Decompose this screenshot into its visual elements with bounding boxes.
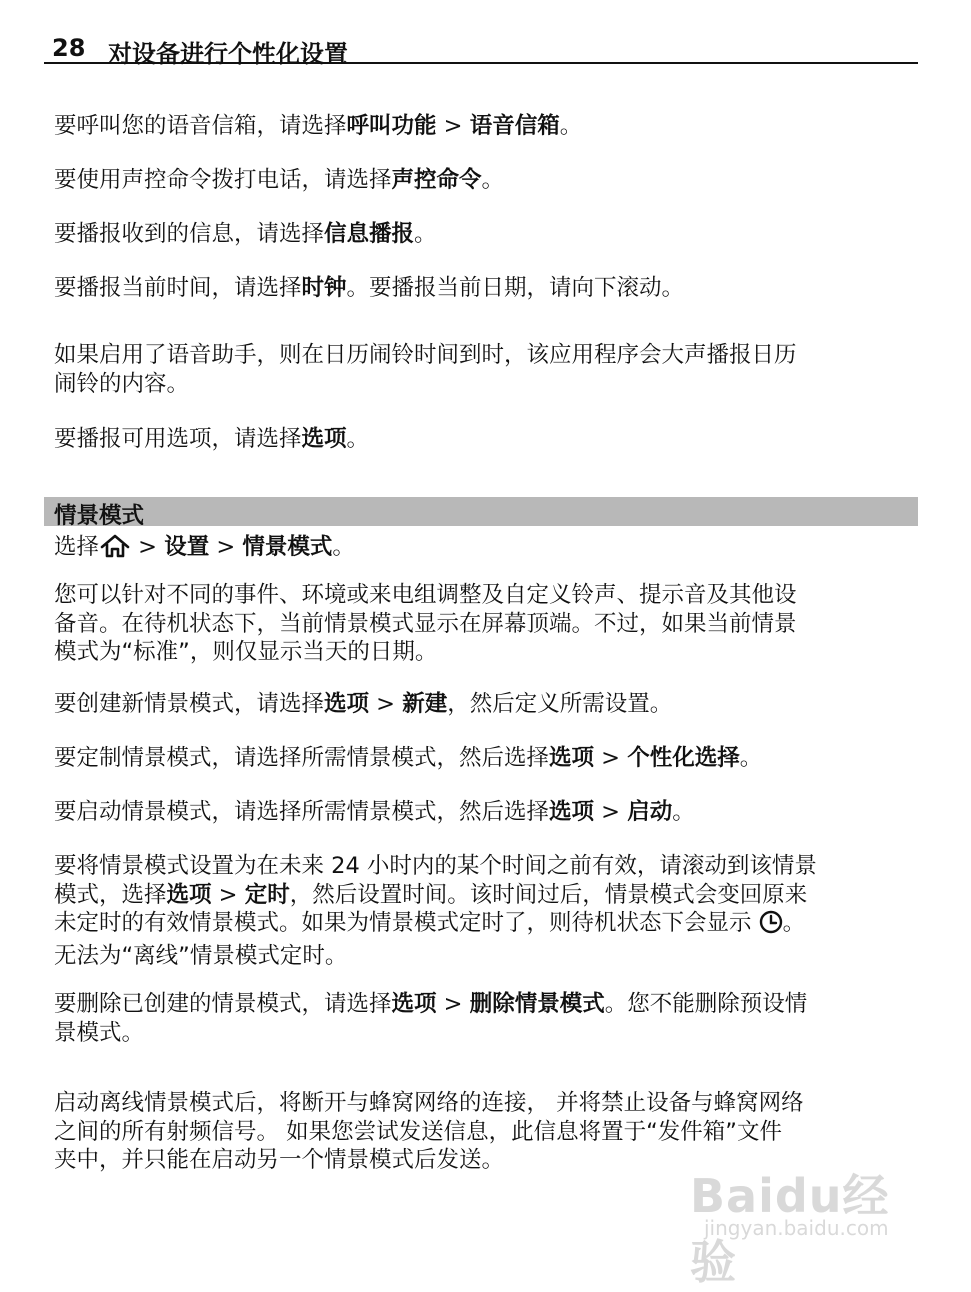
text-run: 要播报当前时间，请选择 bbox=[54, 275, 302, 301]
text-line bbox=[54, 990, 914, 1019]
text-run: 。 bbox=[346, 426, 370, 452]
paragraph bbox=[54, 744, 914, 773]
text-run: 。您不能删除预设情 bbox=[604, 991, 808, 1017]
nav-item-settings: 设置 bbox=[164, 534, 210, 560]
nav-suffix: 。 bbox=[332, 534, 355, 560]
paragraph bbox=[54, 990, 914, 1047]
text-line bbox=[54, 881, 914, 910]
section-title: 情景模式 bbox=[54, 503, 145, 529]
text-run: 要启动情景模式，请选择所需情景模式，然后选择 bbox=[54, 799, 550, 825]
text-line bbox=[54, 274, 914, 303]
nav-prefix: 选择 bbox=[54, 534, 100, 560]
bold-term: 信息播报 bbox=[324, 221, 415, 247]
text-run: 要播报收到的信息，请选择 bbox=[54, 221, 325, 247]
bold-term: 选项 bbox=[549, 799, 595, 825]
text-run: > bbox=[436, 991, 470, 1017]
text-run: 。 bbox=[782, 910, 806, 936]
paragraph bbox=[54, 425, 914, 454]
paragraph bbox=[54, 581, 914, 667]
bold-term: 时钟 bbox=[301, 275, 347, 301]
text-line bbox=[54, 425, 914, 454]
paragraph bbox=[54, 112, 914, 141]
text-line bbox=[54, 610, 914, 639]
text-line bbox=[54, 220, 914, 249]
text-run: ，然后定义所需设置。 bbox=[447, 691, 673, 717]
text-line bbox=[54, 581, 914, 610]
text-line bbox=[54, 1019, 914, 1048]
nav-path bbox=[54, 533, 914, 566]
text-run: 。 bbox=[481, 167, 505, 193]
text-run: 。 bbox=[672, 799, 695, 825]
page-header bbox=[44, 30, 918, 68]
bold-term: 个性化选择 bbox=[627, 745, 740, 771]
paragraph bbox=[54, 690, 914, 719]
text-run: 。要播报当前日期，请向下滚动。 bbox=[346, 275, 685, 301]
text-run: > bbox=[594, 799, 628, 825]
text-run: 要删除已创建的情景模式，请选择 bbox=[54, 991, 392, 1017]
text-line bbox=[54, 942, 914, 971]
text-run: 要将情景模式设置为在未来 24 小时内的某个时间之前有效，请滚动到该情景 bbox=[54, 853, 817, 879]
text-run: 。 bbox=[414, 221, 437, 247]
clock-icon bbox=[759, 910, 783, 942]
text-run: 要呼叫您的语音信箱，请选择 bbox=[54, 113, 347, 139]
bold-term: 删除情景模式 bbox=[469, 991, 605, 1017]
text-run: 要使用声控命令拨打电话，请选择 bbox=[54, 167, 392, 193]
bold-term: 选项 bbox=[549, 745, 595, 771]
text-run: 。 bbox=[739, 745, 763, 771]
text-run: 要定制情景模式，请选择所需情景模式，然后选择 bbox=[54, 745, 550, 771]
text-line bbox=[54, 370, 914, 399]
bold-term: 声控命令 bbox=[391, 167, 482, 193]
bold-term: 呼叫功能 bbox=[346, 113, 437, 139]
text-run: 之间的所有射频信号。 如果您尝试发送信息，此信息将置于“发件箱”文件 bbox=[54, 1118, 782, 1145]
baidu-watermark bbox=[690, 1160, 930, 1289]
paragraph bbox=[54, 220, 914, 249]
text-run: > bbox=[594, 745, 628, 771]
text-run: 要播报可用选项，请选择 bbox=[54, 426, 302, 452]
text-run: 景模式。 bbox=[54, 1019, 145, 1046]
text-line bbox=[54, 1118, 914, 1147]
text-run: 无法为“离线”情景模式定时。 bbox=[54, 942, 348, 969]
text-run: 闹铃的内容。 bbox=[54, 370, 190, 397]
text-line bbox=[54, 1089, 914, 1118]
text-run: > bbox=[369, 691, 403, 717]
text-line bbox=[54, 744, 914, 773]
page-number: 28 bbox=[52, 34, 86, 62]
text-line bbox=[54, 852, 914, 881]
bold-term: 定时 bbox=[244, 881, 290, 908]
bold-term: 选项 bbox=[301, 426, 347, 452]
text-run: 。 bbox=[559, 113, 583, 139]
text-run: 模式为“标准”，则仅显示当天的日期。 bbox=[54, 639, 438, 665]
text-line bbox=[54, 909, 914, 942]
nav-separator: > bbox=[131, 534, 165, 560]
nav-separator: > bbox=[209, 534, 243, 560]
bold-term: 选项 bbox=[166, 881, 212, 908]
text-run: 未定时的有效情景模式。如果为情景模式定时了，则待机状态下会显示 bbox=[54, 910, 759, 936]
bold-term: 启动 bbox=[627, 799, 673, 825]
paragraph bbox=[54, 852, 914, 970]
paragraph bbox=[54, 798, 914, 827]
text-line bbox=[54, 112, 914, 141]
paragraph bbox=[54, 166, 914, 195]
text-line bbox=[54, 798, 914, 827]
paragraph bbox=[54, 274, 914, 303]
watermark-logo-text: Baidu经验 bbox=[690, 1169, 890, 1289]
text-run: 夹中，并只能在启动另一个情景模式后发送。 bbox=[54, 1147, 505, 1173]
watermark-url: jingyan.baidu.com bbox=[704, 1216, 889, 1240]
text-line bbox=[54, 341, 914, 370]
text-line bbox=[54, 690, 914, 719]
paragraph bbox=[54, 341, 914, 398]
text-run: 如果启用了语音助手，则在日历闹铃时间到时，该应用程序会大声播报日历 bbox=[54, 342, 797, 368]
text-line bbox=[54, 166, 914, 195]
nav-item-profiles: 情景模式 bbox=[242, 534, 333, 560]
bold-term: 选项 bbox=[391, 991, 437, 1017]
text-run: > bbox=[436, 113, 470, 139]
text-line bbox=[54, 638, 914, 667]
text-run: 您可以针对不同的事件、环境或来电组调整及自定义铃声、提示音及其他设 bbox=[54, 582, 797, 608]
text-run: > bbox=[211, 881, 245, 908]
section-heading-bar bbox=[44, 497, 918, 529]
text-run: 模式，选择 bbox=[54, 881, 167, 908]
chapter-title: 对设备进行个性化设置 bbox=[108, 40, 348, 68]
bold-term: 语音信箱 bbox=[469, 113, 560, 139]
text-run: 备音。在待机状态下，当前情景模式显示在屏幕顶端。不过，如果当前情景 bbox=[54, 610, 797, 637]
bold-term: 新建 bbox=[402, 691, 448, 717]
bold-term: 选项 bbox=[324, 691, 370, 717]
text-run: ，然后设置时间。该时间过后，情景模式会变回原来 bbox=[289, 881, 808, 908]
home-icon bbox=[99, 534, 131, 566]
text-run: 要创建新情景模式，请选择 bbox=[54, 691, 325, 717]
text-run: 启动离线情景模式后，将断开与蜂窝网络的连接， 并将禁止设备与蜂窝网络 bbox=[54, 1090, 804, 1116]
